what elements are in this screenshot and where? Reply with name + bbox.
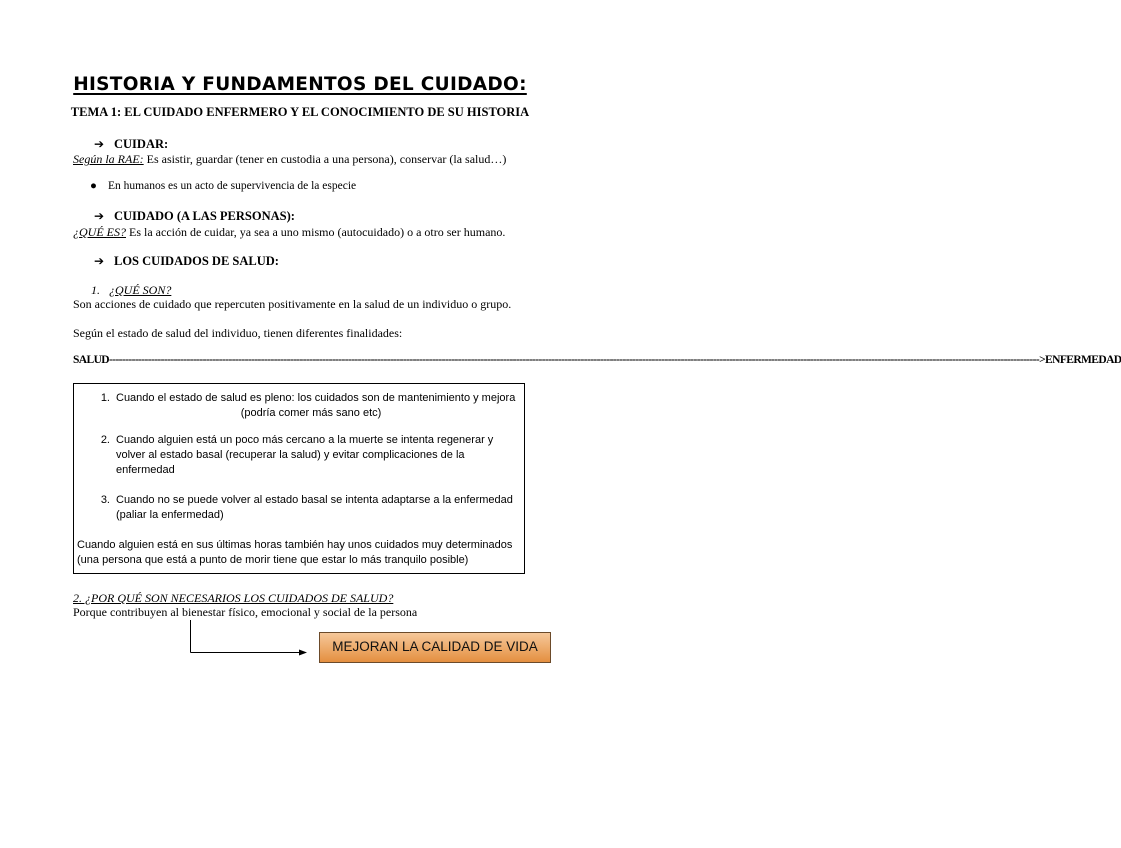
rae-definition <box>73 152 506 166</box>
list-text: (podría comer más sano etc) <box>240 407 382 419</box>
que-es-label: ¿QUÉ ES? <box>73 225 126 239</box>
list-number: 3. <box>100 494 110 506</box>
que-es-definition <box>73 225 505 239</box>
box-footer-text: (una persona que está a punto de morir tiene que estar lo más tranquilo posible) <box>77 554 469 566</box>
finalidades-text: Según el estado de salud del individuo, tienen diferentes finalidades: <box>73 326 403 340</box>
connector-arrow-icon <box>185 620 315 660</box>
section-heading-text: CUIDADO (A LAS PERSONAS): <box>114 209 295 223</box>
bullet-item <box>90 180 356 192</box>
subsection-label: ¿QUÉ SON? <box>109 283 172 297</box>
subsection-heading: 2. ¿POR QUÉ SON NECESARIOS LOS CUIDADOS DE SALUD? <box>73 591 394 605</box>
list-text: (paliar la enfermedad) <box>116 509 224 521</box>
list-text: Cuando el estado de salud es pleno: los cuidados son de mantenimiento y mejora <box>116 392 516 404</box>
right-arrow-icon: ➔ <box>94 209 105 223</box>
page-title: HISTORIA Y FUNDAMENTOS DEL CUIDADO: <box>73 74 527 95</box>
section-heading-text: CUIDAR: <box>114 137 169 151</box>
right-arrow-icon: ➔ <box>94 254 105 268</box>
section-heading-cuidar <box>94 137 168 152</box>
callout-box: MEJORAN LA CALIDAD DE VIDA <box>319 632 551 663</box>
section-heading-cuidado <box>94 209 295 224</box>
rae-text: Es asistir, guardar (tener en custodia a una persona), conservar (la salud…) <box>143 152 507 166</box>
que-son-text: Son acciones de cuidado que repercuten positivamente en la salud de un individuo o grupo. <box>73 297 512 311</box>
right-arrow-icon: ➔ <box>94 137 105 151</box>
list-number: 2. <box>100 434 110 446</box>
box-footer <box>77 538 522 568</box>
list-text: volver al estado basal (recuperar la salud) y evitar complicaciones de la <box>116 449 465 461</box>
scale-text: SALUD------------------------------------------------------------------------------------------------------------------------------------------------------------------------------------------------------------------------------------------------------------------------------------------------>ENFERMEDAD <box>73 354 1121 366</box>
subsection-que-son <box>91 283 171 297</box>
section-heading-cuidados-salud <box>94 254 279 269</box>
bullet-dot-icon: ● <box>90 180 97 192</box>
rae-label: Según la RAE: <box>73 152 144 166</box>
list-text: Cuando alguien está un poco más cercano a la muerte se intenta regenerar y <box>116 434 494 446</box>
list-text: enfermedad <box>116 464 175 476</box>
necesarios-text: Porque contribuyen al bienestar físico, emocional y social de la persona <box>73 605 418 619</box>
page-subtitle: TEMA 1: EL CUIDADO ENFERMERO Y EL CONOCIMIENTO DE SU HISTORIA <box>70 105 530 119</box>
subsection-number: 1. <box>91 283 100 297</box>
salud-enfermedad-scale <box>73 354 1121 366</box>
list-item <box>94 433 516 478</box>
bullet-text: En humanos es un acto de supervivencia de la especie <box>108 180 357 192</box>
finalidades-box <box>73 383 525 574</box>
list-text: Cuando no se puede volver al estado basal se intenta adaptarse a la enfermedad <box>116 494 513 506</box>
list-number: 1. <box>100 392 110 404</box>
box-footer-text: Cuando alguien está en sus últimas horas también hay unos cuidados muy determinados <box>77 539 513 551</box>
section-heading-text: LOS CUIDADOS DE SALUD: <box>114 254 279 268</box>
subsection-necesarios <box>73 591 393 605</box>
list-item <box>94 493 516 523</box>
que-es-text: Es la acción de cuidar, ya sea a uno mismo (autocuidado) o a otro ser humano. <box>126 225 506 239</box>
list-item <box>94 391 516 421</box>
